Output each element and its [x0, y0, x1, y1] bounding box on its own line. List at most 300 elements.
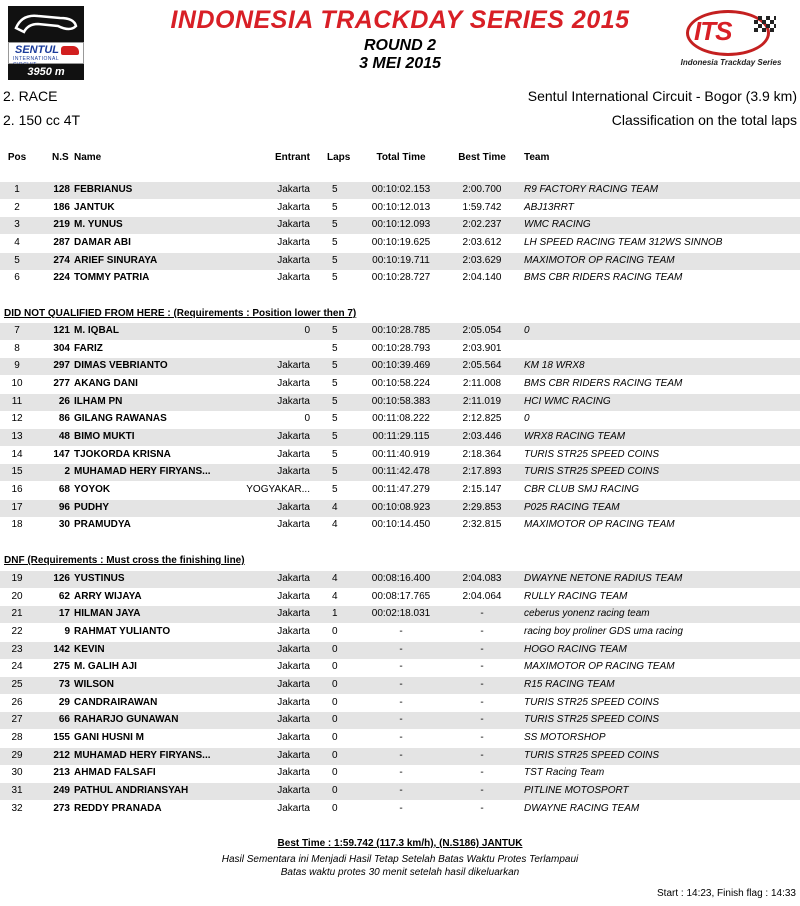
- row-best-time: 2:11.008: [462, 378, 502, 389]
- row-ns: 275: [53, 661, 70, 673]
- row-team: CBR CLUB SMJ RACING: [524, 484, 640, 496]
- row-name: GANI HUSNI M: [74, 732, 144, 744]
- row-total-time: 00:11:47.279: [372, 484, 430, 496]
- table-row: [0, 730, 800, 747]
- row-best-time: 2:03.629: [462, 254, 502, 266]
- table-row: [0, 783, 800, 800]
- row-entrant: Jakarta: [277, 395, 310, 407]
- row-pos: 19: [11, 573, 23, 584]
- row-name: DAMAR ABI: [74, 237, 131, 248]
- row-total-time: 00:10:14.450: [371, 519, 431, 531]
- row-entrant: Jakarta: [277, 237, 310, 248]
- row-total-time: 00:11:42.478: [372, 466, 430, 478]
- row-entrant: Jakarta: [277, 573, 310, 584]
- row-pos: 7: [14, 325, 20, 336]
- row-name: PRAMUDYA: [74, 519, 131, 531]
- row-total-time: -: [399, 643, 403, 655]
- row-best-time: 2:04.064: [462, 590, 502, 602]
- table-row: [0, 235, 800, 252]
- row-ns: 219: [53, 219, 70, 231]
- row-name: AHMAD FALSAFI: [74, 767, 156, 779]
- row-ns: 2: [64, 466, 70, 478]
- row-team: BMS CBR RIDERS RACING TEAM: [524, 378, 683, 389]
- table-row: [0, 182, 800, 199]
- row-entrant: Jakarta: [277, 696, 310, 708]
- col-pos: Pos: [7, 152, 27, 163]
- row-team: WMC RACING: [524, 219, 591, 231]
- row-total-time: -: [399, 802, 403, 814]
- table-row: [0, 571, 800, 588]
- row-name: HILMAN JAYA: [74, 608, 141, 620]
- row-total-time: 00:10:19.711: [372, 254, 430, 266]
- row-entrant: Jakarta: [277, 272, 310, 284]
- row-total-time: 00:10:28.727: [371, 272, 431, 284]
- row-laps: 0: [332, 749, 338, 761]
- row-entrant: 0: [304, 413, 310, 425]
- row-team: DWAYNE NETONE RADIUS TEAM: [524, 573, 683, 584]
- row-entrant: Jakarta: [277, 608, 310, 620]
- row-best-time: -: [480, 608, 484, 620]
- row-entrant: Jakarta: [277, 643, 310, 655]
- row-pos: 17: [11, 501, 23, 513]
- row-pos: 31: [11, 785, 23, 797]
- table-row: [0, 253, 800, 270]
- row-pos: 24: [11, 661, 23, 673]
- row-laps: 5: [332, 431, 338, 443]
- row-pos: 12: [11, 413, 23, 425]
- table-row: [0, 801, 800, 818]
- row-name: ILHAM PN: [74, 395, 123, 407]
- row-name: RAHMAT YULIANTO: [74, 626, 171, 637]
- row-team: racing boy proliner GDS uma racing: [524, 626, 683, 637]
- row-ns: 287: [53, 237, 70, 248]
- row-name: M. IQBAL: [74, 325, 119, 336]
- row-total-time: 00:10:58.383: [371, 395, 431, 407]
- row-total-time: 00:10:12.013: [371, 201, 431, 213]
- row-name: REDDY PRANADA: [74, 802, 162, 814]
- row-total-time: -: [399, 714, 403, 726]
- row-pos: 27: [11, 714, 23, 726]
- row-team: SS MOTORSHOP: [524, 732, 606, 744]
- table-row: [0, 500, 800, 517]
- row-pos: 1: [14, 184, 20, 195]
- row-ns: 73: [58, 679, 70, 691]
- row-ns: 128: [53, 184, 70, 195]
- table-row: [0, 376, 800, 393]
- row-total-time: 00:02:18.031: [371, 608, 431, 620]
- row-ns: 142: [53, 643, 70, 655]
- row-laps: 5: [332, 342, 338, 354]
- row-pos: 4: [14, 237, 20, 248]
- row-name: AKANG DANI: [74, 378, 138, 389]
- its-logo: [672, 8, 790, 68]
- row-pos: 22: [11, 626, 23, 637]
- row-ns: 213: [53, 767, 70, 779]
- row-laps: 0: [332, 802, 338, 814]
- row-pos: 13: [11, 431, 23, 443]
- row-entrant: Jakarta: [277, 219, 310, 231]
- row-name: FARIZ: [74, 342, 103, 354]
- row-best-time: 2:04.140: [462, 272, 502, 284]
- row-entrant: Jakarta: [277, 661, 310, 673]
- row-entrant: Jakarta: [277, 749, 310, 761]
- table-row: [0, 695, 800, 712]
- table-row: [0, 659, 800, 676]
- row-team: TURIS STR25 SPEED COINS: [524, 448, 660, 460]
- row-ns: 212: [53, 749, 70, 761]
- row-total-time: 00:10:39.469: [371, 360, 431, 372]
- table-row: [0, 589, 800, 606]
- row-name: KEVIN: [74, 643, 105, 655]
- row-entrant: Jakarta: [277, 679, 310, 691]
- row-best-time: -: [480, 643, 484, 655]
- row-laps: 0: [332, 767, 338, 779]
- section-dnf: DNF (Requirements : Must cross the finishing line): [4, 555, 245, 566]
- row-laps: 5: [332, 448, 338, 460]
- row-pos: 6: [14, 272, 20, 284]
- session-label: 2. RACE: [3, 88, 58, 104]
- row-best-time: 2:05.054: [462, 325, 502, 336]
- row-name: M. YUNUS: [74, 219, 123, 231]
- row-best-time: -: [480, 696, 484, 708]
- row-total-time: -: [399, 749, 403, 761]
- row-team: TURIS STR25 SPEED COINS: [524, 749, 660, 761]
- row-entrant: Jakarta: [277, 767, 310, 779]
- row-total-time: -: [399, 679, 403, 691]
- table-header: [0, 150, 800, 166]
- row-ns: 147: [53, 448, 70, 460]
- row-team: TURIS STR25 SPEED COINS: [524, 714, 660, 726]
- row-name: ARRY WIJAYA: [74, 590, 142, 602]
- round-label: ROUND 2: [363, 37, 436, 54]
- row-pos: 28: [11, 732, 23, 744]
- table-row: [0, 748, 800, 765]
- row-team: 0: [524, 413, 530, 425]
- row-total-time: 00:08:16.400: [371, 573, 431, 584]
- row-pos: 14: [11, 448, 23, 460]
- row-laps: 4: [332, 519, 338, 531]
- row-laps: 5: [332, 219, 338, 231]
- row-pos: 2: [14, 201, 20, 213]
- table-row: [0, 712, 800, 729]
- row-laps: 0: [332, 626, 338, 637]
- class-label: 2. 150 cc 4T: [3, 112, 81, 128]
- row-best-time: 2:18.364: [462, 448, 502, 460]
- row-total-time: -: [399, 661, 403, 673]
- row-entrant: Jakarta: [277, 184, 310, 195]
- row-laps: 0: [332, 714, 338, 726]
- row-name: ARIEF SINURAYA: [74, 254, 158, 266]
- row-best-time: 2:03.612: [462, 237, 502, 248]
- row-name: YOYOK: [74, 484, 111, 496]
- row-team: R9 FACTORY RACING TEAM: [524, 184, 659, 195]
- row-team: ABJ13RRT: [524, 201, 574, 213]
- row-team: LH SPEED RACING TEAM 312WS SINNOB: [524, 237, 723, 248]
- row-entrant: Jakarta: [277, 501, 310, 513]
- row-name: DIMAS VEBRIANTO: [74, 360, 168, 372]
- row-entrant: Jakarta: [277, 378, 310, 389]
- row-ns: 48: [58, 431, 70, 443]
- col-total-time: Total Time: [376, 152, 426, 163]
- row-total-time: 00:08:17.765: [371, 590, 431, 602]
- row-team: R15 RACING TEAM: [524, 679, 615, 691]
- row-entrant: Jakarta: [277, 732, 310, 744]
- row-total-time: 00:10:58.224: [371, 378, 431, 389]
- row-pos: 23: [11, 643, 23, 655]
- row-best-time: -: [480, 626, 484, 637]
- col-team: Team: [524, 152, 550, 163]
- row-name: TOMMY PATRIA: [74, 272, 150, 284]
- row-laps: 0: [332, 679, 338, 691]
- row-ns: 30: [58, 519, 70, 531]
- row-best-time: -: [480, 785, 484, 797]
- row-name: CANDRAIRAWAN: [74, 696, 158, 708]
- row-team: 0: [524, 325, 530, 336]
- start-finish-times: Start : 14:23, Finish flag : 14:33: [657, 888, 796, 899]
- row-laps: 0: [332, 732, 338, 744]
- row-entrant: Jakarta: [277, 448, 310, 460]
- col-name: Name: [74, 152, 102, 163]
- row-pos: 5: [14, 254, 20, 266]
- row-pos: 8: [14, 342, 20, 354]
- row-team: BMS CBR RIDERS RACING TEAM: [524, 272, 683, 284]
- row-team: WRX8 RACING TEAM: [524, 431, 626, 443]
- row-total-time: -: [399, 626, 403, 637]
- row-best-time: 2:29.853: [462, 501, 502, 513]
- row-pos: 16: [11, 484, 23, 496]
- row-team: P025 RACING TEAM: [524, 501, 620, 513]
- row-team: MAXIMOTOR OP RACING TEAM: [524, 661, 675, 673]
- protest-note-1: Hasil Sementara ini Menjadi Hasil Tetap Setelah Batas Waktu Protes Terlampaui: [221, 854, 579, 865]
- circuit-label: Sentul International Circuit - Bogor (3.9 km): [527, 88, 797, 104]
- row-ns: 249: [53, 785, 70, 797]
- row-entrant: YOGYAKAR...: [246, 484, 310, 496]
- row-total-time: -: [399, 767, 403, 779]
- row-total-time: -: [399, 696, 403, 708]
- row-ns: 273: [53, 802, 70, 814]
- row-ns: 17: [58, 608, 70, 620]
- row-ns: 66: [58, 714, 70, 726]
- row-ns: 297: [53, 360, 70, 372]
- row-entrant: Jakarta: [277, 201, 310, 213]
- row-entrant: Jakarta: [277, 626, 310, 637]
- row-team: TST Racing Team: [524, 767, 605, 779]
- row-laps: 4: [332, 590, 338, 602]
- row-laps: 0: [332, 785, 338, 797]
- row-pos: 21: [11, 608, 23, 620]
- table-row: [0, 394, 800, 411]
- date-label: 3 MEI 2015: [359, 55, 441, 72]
- row-team: TURIS STR25 SPEED COINS: [524, 696, 660, 708]
- row-team: TURIS STR25 SPEED COINS: [524, 466, 660, 478]
- row-best-time: -: [480, 749, 484, 761]
- row-team: MAXIMOTOR OP RACING TEAM: [524, 254, 675, 266]
- logo-its-text: ITS: [694, 16, 732, 46]
- row-name: RAHARJO GUNAWAN: [74, 714, 179, 726]
- col-entrant: Entrant: [275, 152, 310, 163]
- row-best-time: 2:12.825: [462, 413, 502, 425]
- row-laps: 5: [332, 325, 338, 336]
- row-entrant: Jakarta: [277, 431, 310, 443]
- row-laps: 5: [332, 466, 338, 478]
- classification-label: Classification on the total laps: [611, 112, 797, 128]
- row-laps: 4: [332, 501, 338, 513]
- row-team: HCI WMC RACING: [524, 395, 611, 407]
- row-entrant: Jakarta: [277, 714, 310, 726]
- row-laps: 5: [332, 201, 338, 213]
- row-best-time: -: [480, 767, 484, 779]
- table-row: [0, 765, 800, 782]
- row-entrant: Jakarta: [277, 802, 310, 814]
- row-best-time: 2:04.083: [462, 573, 502, 584]
- row-total-time: 00:11:08.222: [372, 413, 430, 425]
- row-total-time: 00:10:28.793: [371, 342, 431, 354]
- row-total-time: 00:10:12.093: [371, 219, 431, 231]
- row-total-time: 00:10:28.785: [371, 325, 431, 336]
- row-team: KM 18 WRX8: [524, 360, 585, 372]
- row-name: TJOKORDA KRISNA: [74, 448, 171, 460]
- row-team: ceberus yonenz racing team: [524, 608, 650, 620]
- row-pos: 20: [11, 590, 23, 602]
- table-row: [0, 341, 800, 358]
- row-name: MUHAMAD HERY FIRYANS...: [74, 466, 211, 478]
- row-laps: 5: [332, 254, 338, 266]
- row-best-time: 2:11.019: [462, 395, 502, 407]
- row-name: GILANG RAWANAS: [74, 413, 167, 425]
- row-ns: 62: [58, 590, 70, 602]
- row-total-time: -: [399, 785, 403, 797]
- table-row: [0, 429, 800, 446]
- row-pos: 30: [11, 767, 23, 779]
- row-laps: 5: [332, 378, 338, 389]
- row-total-time: 00:11:40.919: [372, 448, 430, 460]
- row-name: M. GALIH AJI: [74, 661, 137, 673]
- logo-sentul-text: SENTUL: [15, 44, 59, 56]
- col-best-time: Best Time: [458, 152, 506, 163]
- row-ns: 155: [53, 732, 70, 744]
- row-best-time: -: [480, 661, 484, 673]
- row-laps: 5: [332, 237, 338, 248]
- row-laps: 0: [332, 643, 338, 655]
- row-ns: 274: [53, 254, 70, 266]
- table-row: [0, 517, 800, 534]
- table-row: [0, 606, 800, 623]
- row-laps: 0: [332, 661, 338, 673]
- row-team: HOGO RACING TEAM: [524, 643, 627, 655]
- row-pos: 32: [11, 802, 23, 814]
- row-pos: 15: [11, 466, 23, 478]
- best-time-summary: Best Time : 1:59.742 (117.3 km/h), (N.S186) JANTUK: [277, 838, 523, 849]
- row-entrant: Jakarta: [277, 519, 310, 531]
- row-pos: 26: [11, 696, 23, 708]
- row-best-time: 2:32.815: [462, 519, 502, 531]
- protest-note-2: Batas waktu protes 30 menit setelah hasil dikeluarkan: [280, 867, 520, 878]
- row-laps: 5: [332, 413, 338, 425]
- row-pos: 11: [11, 395, 23, 407]
- row-best-time: -: [480, 802, 484, 814]
- row-ns: 9: [64, 626, 70, 637]
- table-row: [0, 270, 800, 287]
- row-ns: 29: [58, 696, 70, 708]
- row-ns: 186: [53, 201, 70, 213]
- row-total-time: 00:10:08.923: [371, 501, 431, 513]
- row-name: YUSTINUS: [74, 573, 125, 584]
- row-entrant: Jakarta: [277, 254, 310, 266]
- row-ns: 26: [58, 395, 70, 407]
- table-row: [0, 411, 800, 428]
- row-best-time: 2:03.901: [462, 342, 502, 354]
- row-name: PUDHY: [74, 501, 110, 513]
- row-entrant: Jakarta: [277, 785, 310, 797]
- row-name: JANTUK: [74, 201, 115, 213]
- table-row: [0, 624, 800, 641]
- row-total-time: 00:10:19.625: [371, 237, 431, 248]
- row-pos: 10: [11, 378, 23, 389]
- table-row: [0, 200, 800, 217]
- row-total-time: 00:10:02.153: [371, 184, 431, 195]
- row-best-time: 1:59.742: [462, 201, 502, 213]
- logo-circuit-text: INTERNATIONAL: [13, 56, 59, 62]
- row-ns: 96: [58, 501, 70, 513]
- row-name: BIMO MUKTI: [74, 431, 135, 443]
- col-ns: N.S: [52, 152, 69, 163]
- row-ns: 68: [58, 484, 70, 496]
- row-best-time: 2:03.446: [462, 431, 502, 443]
- row-pos: 25: [11, 679, 23, 691]
- row-total-time: -: [399, 732, 403, 744]
- table-row: [0, 358, 800, 375]
- row-ns: 277: [53, 378, 70, 389]
- row-laps: 0: [332, 696, 338, 708]
- row-best-time: 2:02.237: [462, 219, 502, 231]
- row-best-time: 2:05.564: [462, 360, 502, 372]
- page-title: INDONESIA TRACKDAY SERIES 2015: [170, 6, 630, 34]
- row-laps: 5: [332, 272, 338, 284]
- row-best-time: -: [480, 732, 484, 744]
- row-best-time: 2:15.147: [462, 484, 502, 496]
- row-pos: 9: [14, 360, 20, 372]
- row-name: MUHAMAD HERY FIRYANS...: [74, 749, 211, 761]
- row-name: PATHUL ANDRIANSYAH: [74, 785, 189, 797]
- row-laps: 5: [332, 184, 338, 195]
- row-pos: 18: [11, 519, 23, 531]
- col-laps: Laps: [327, 152, 351, 163]
- row-ns: 224: [53, 272, 70, 284]
- row-best-time: 2:00.700: [462, 184, 502, 195]
- row-entrant: Jakarta: [277, 466, 310, 478]
- row-best-time: -: [480, 679, 484, 691]
- row-laps: 4: [332, 573, 338, 584]
- row-laps: 1: [332, 608, 338, 620]
- table-row: [0, 482, 800, 499]
- row-ns: 304: [53, 342, 70, 354]
- row-name: WILSON: [74, 679, 114, 691]
- row-ns: 121: [53, 325, 70, 336]
- table-row: [0, 464, 800, 481]
- circuit-length: 3950 m: [8, 64, 84, 80]
- row-ns: 126: [53, 573, 70, 584]
- section-dnq: DID NOT QUALIFIED FROM HERE : (Requirements : Position lower then 7): [4, 308, 357, 319]
- row-entrant: Jakarta: [277, 360, 310, 372]
- row-pos: 29: [11, 749, 23, 761]
- row-best-time: 2:17.893: [462, 466, 502, 478]
- checkered-flag-icon: [754, 16, 776, 32]
- row-pos: 3: [14, 219, 20, 231]
- row-team: MAXIMOTOR OP RACING TEAM: [524, 519, 675, 531]
- logo-its-subtitle: Indonesia Trackday Series: [680, 58, 782, 67]
- table-row: [0, 447, 800, 464]
- row-ns: 86: [58, 413, 70, 425]
